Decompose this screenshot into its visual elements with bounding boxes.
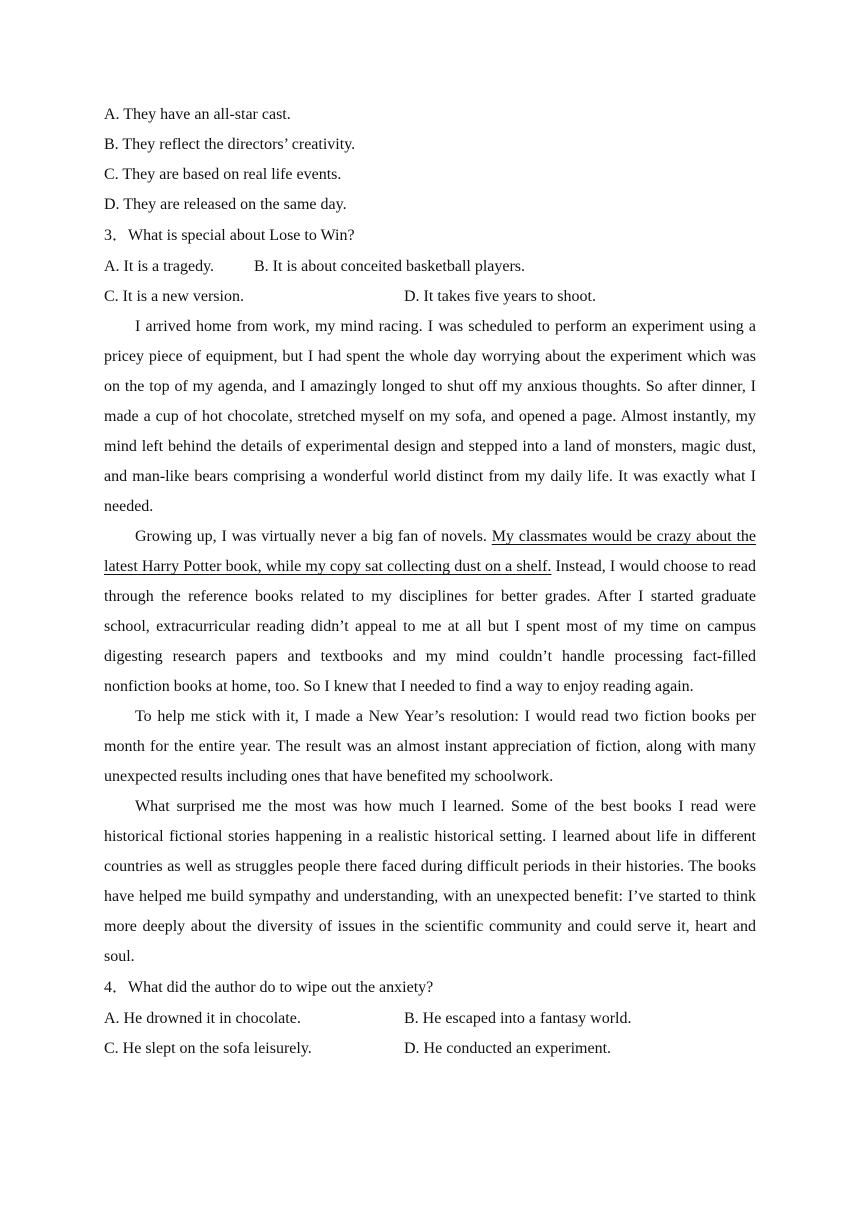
- q4-options-row-2: [104, 1034, 756, 1064]
- passage-paragraph-1: I arrived home from work, my mind racing. I was scheduled to perform an experiment using a pricey piece of equipment, but I had spent the whole day worrying about the experiment which was on the top of my agenda, and I amazingly longed to shut off my anxious thoughts. So after dinner, I made a cup of hot chocolate, stretched myself on my sofa, and opened a page. Almost instantly, my mind left behind the details of experimental design and stepped into a land of monsters, magic dust, and man-like bears comprising a wonderful world distinct from my daily life. It was exactly what I needed.: [104, 318, 756, 515]
- underlined-sentence: My classmates would be crazy about the latest Harry Potter book, while my copy sat collecting dust on a shelf.: [104, 528, 756, 575]
- passage-paragraph-3: To help me stick with it, I made a New Year’s resolution: I would read two fiction books per month for the entire year. The result was an almost instant appreciation of fiction, along with many unexpected results including ones that have benefited my schoolwork.: [104, 708, 756, 785]
- q3-option-d: D. It takes five years to shoot.: [404, 288, 596, 305]
- passage-paragraph-4: What surprised me the most was how much I learned. Some of the best books I read were historical fictional stories happening in a realistic historical setting. I learned about life in different countries as well as struggles people there faced during difficult periods in their histories. The books have helped me build sympathy and understanding, with an unexpected benefit: I’ve started to think more deeply about the diversity of issues in the scientific community and could serve it, heart and soul.: [104, 798, 756, 965]
- exam-page: [104, 100, 756, 1064]
- q3-option-b: B. It is about conceited basketball players.: [254, 258, 526, 275]
- q2-option-d: D. They are released on the same day.: [104, 196, 347, 213]
- q3-option-a: A. It is a tragedy.: [104, 258, 215, 275]
- q4-option-b: B. He escaped into a fantasy world.: [404, 1010, 632, 1027]
- q3-options-row-1: [104, 252, 756, 282]
- q4-options-row-1: [104, 1004, 756, 1034]
- p2-end: Instead, I would choose to read through the reference books related to my disciplines for better grades. After I started graduate school, extracurricular reading didn’t appeal to me at all but I spent most of my time on campus digesting research papers and textbooks and my mind couldn’t handle processing fact-filled nonfiction books at home, too. So I knew that I needed to find a way to enjoy reading again.: [104, 558, 757, 695]
- p2-start: Growing up, I was virtually never a big fan of novels.: [135, 528, 492, 545]
- q2-option-c: C. They are based on real life events.: [104, 166, 342, 183]
- q3-question: 3．What is special about Lose to Win?: [104, 227, 355, 244]
- q4-option-a: A. He drowned it in chocolate.: [104, 1010, 301, 1027]
- q2-option-b: B. They reflect the directors’ creativity.: [104, 136, 356, 153]
- passage-paragraph-2: [104, 522, 756, 702]
- q3-options-row-2: [104, 282, 756, 312]
- q2-option-a: A. They have an all-star cast.: [104, 106, 291, 123]
- q4-option-c: C. He slept on the sofa leisurely.: [104, 1040, 312, 1057]
- q4-option-d: D. He conducted an experiment.: [404, 1040, 612, 1057]
- q3-option-c: C. It is a new version.: [104, 288, 244, 305]
- q4-question: 4．What did the author do to wipe out the anxiety?: [104, 979, 434, 996]
